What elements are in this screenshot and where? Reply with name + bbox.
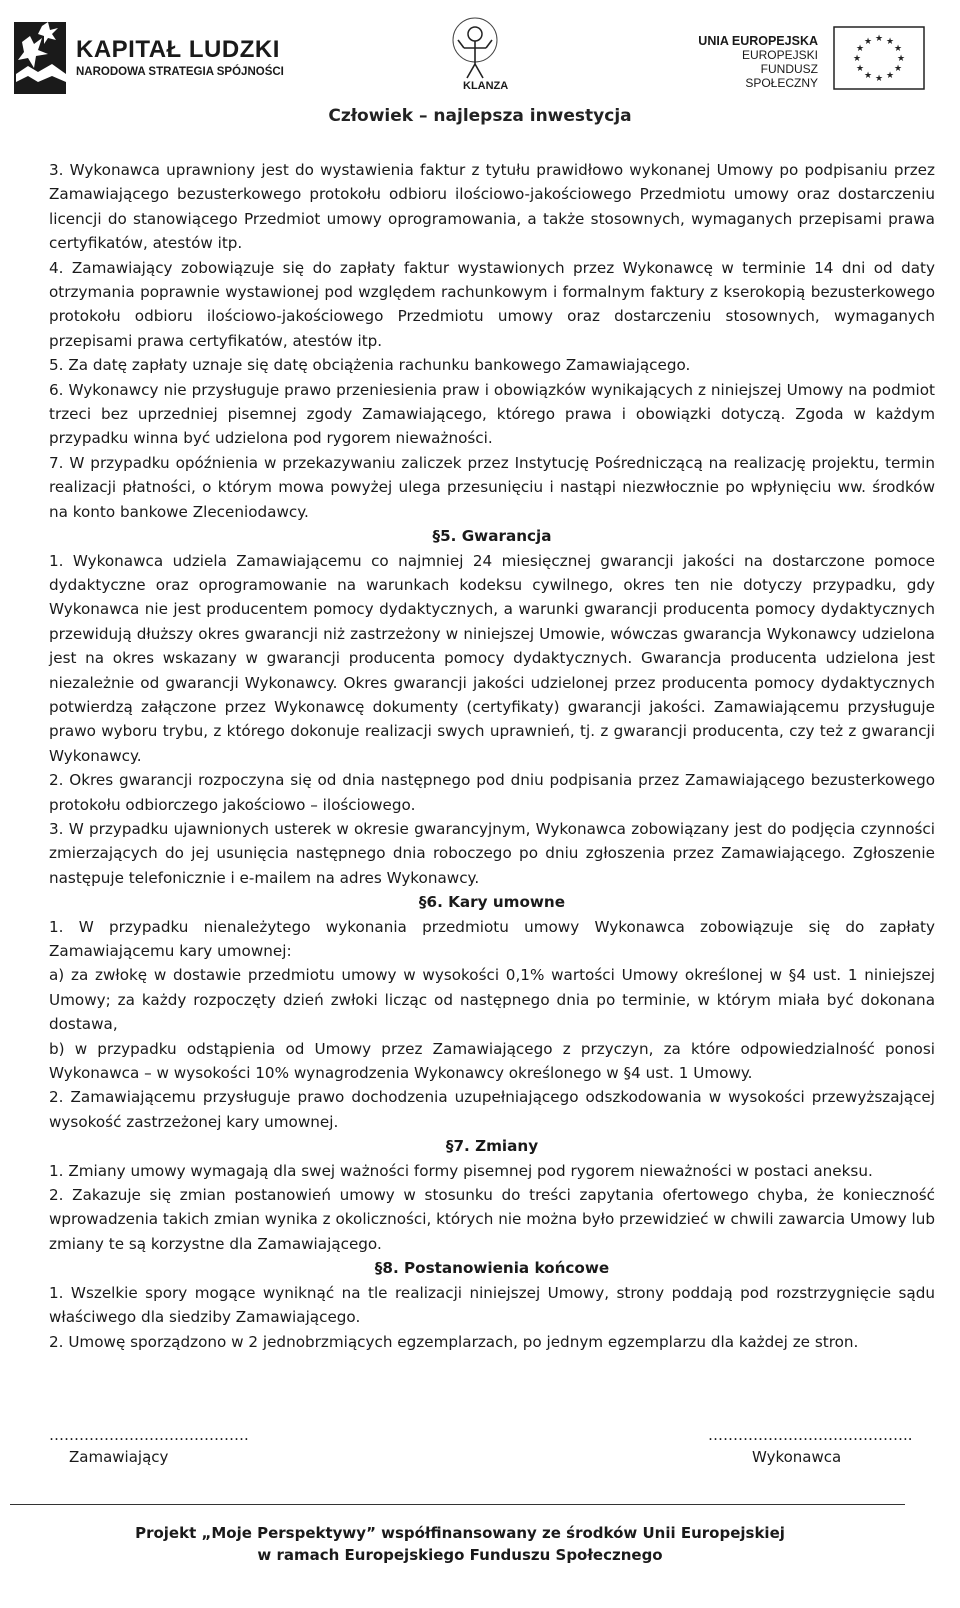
signature-label-left: Zamawiający <box>69 1448 169 1466</box>
payment-paragraph-4: 4. Zamawiający zobowiązuje się do zapłaty faktur wystawionych przez Wykonawcę w terminie 14 dni od daty otrzymania poprawnie wystawionej pod względem rachunkowym i formalnym faktury z kserokopią bezusterkowego protokołu odbioru ilościowo-jakościowego Przedmiotu umowy oraz dostarczeniu stosownych, wymaganych przepisami prawa certyfikatów, atestów itp. <box>49 258 935 350</box>
penalty-paragraph-2: 2. Zamawiającemu przysługuje prawo dochodzenia uzupełniającego odszkodowania w wysokości przewyższającej wysokość zastrzeżonej kary umownej. <box>49 1088 935 1131</box>
signature-label-right: Wykonawca <box>752 1448 842 1466</box>
svg-text:★: ★ <box>893 44 903 54</box>
svg-text:★: ★ <box>893 64 903 74</box>
section-heading-8: §8. Postanowienia końcowe <box>374 1259 610 1278</box>
ue-line1: UNIA EUROPEJSKA <box>698 34 818 48</box>
footer-line2: w ramach Europejskiego Funduszu Społecznego <box>257 1546 663 1564</box>
section-heading-5: §5. Gwarancja <box>432 527 552 546</box>
payment-paragraph-5: 5. Za datę zapłaty uznaje się datę obciążenia rachunku bankowego Zamawiającego. <box>49 356 691 375</box>
payment-paragraph-6: 6. Wykonawcy nie przysługuje prawo przeniesienia praw i obowiązków wynikających z niniejszej Umowy na podmiot trzeci bez uprzedniej pisemnej zgody Zamawiającego, którego prawa i obowiązki dotyczą. Zgoda w każdym przypadku winna być udzielona pod rygorem nieważności. <box>49 380 935 448</box>
document-body <box>49 158 935 1354</box>
final-paragraph-2: 2. Umowę sporządzono w 2 jednobrzmiących egzemplarzach, po jednym egzemplarzu dla każdej ze stron. <box>49 1332 859 1351</box>
warranty-paragraph-2: 2. Okres gwarancji rozpoczyna się od dnia następnego pod dniu podpisania przez Zamawiającego bezusterkowego protokołu odbiorczego jakościowo – ilościowego. <box>49 771 935 814</box>
warranty-paragraph-1: 1. Wykonawca udziela Zamawiającemu co najmniej 24 miesięcznej gwarancji jakości na dostarczone pomoce dydaktyczne oraz oprogramowanie na warunkach kodeksu cywilnego, okres ten nie dotyczy przypadku, gdy Wykonawca nie jest producentem pomocy dydaktycznych, a warunki gwarancji producenta pomocy dydaktycznych przewidują dłuższy okres gwarancji niż zastrzeżony w niniejszej Umowie, wówczas gwarancja Wykonawcy udzielona jest na okres wskazany w gwarancji producenta pomocy dydaktycznych. Gwarancja producenta udzielona jest niezależnie od gwarancji Wykonawcy. Okres gwarancji jakości udzielonej przez producenta pomocy dydaktycznych potwierdzą załączone przez Wykonawcę dokumenty (certyfikaty) gwarancji jakości. Zamawiającemu przysługuje prawo wyboru trybu, z którego dokonuje realizacji swych uprawnień, tj. z gwarancji producenta, czy też z gwarancji Wykonawcy. <box>49 551 935 765</box>
ue-line3: FUNDUSZ SPOŁECZNY <box>745 62 818 90</box>
kl-title: KAPITAŁ LUDZKI <box>76 36 280 63</box>
signature-line-right: ………………………………….. <box>708 1426 913 1444</box>
svg-text:★: ★ <box>863 37 873 47</box>
page-header <box>0 0 960 130</box>
final-paragraph-1: 1. Wszelkie spory mogące wyniknąć na tle realizacji niniejszej Umowy, strony poddają pod rozstrzygnięcie sądu właściwego dla siedziby Zamawiającego. <box>49 1283 935 1327</box>
penalty-paragraph-1: 1. W przypadku nienależytego wykonania przedmiotu umowy Wykonawca zobowiązuje się do zapłaty Zamawiającemu kary umownej: <box>49 917 935 960</box>
signature-line-left: …………………………………. <box>49 1426 249 1444</box>
svg-text:★: ★ <box>874 34 884 44</box>
page-footer <box>0 1522 920 1566</box>
svg-text:★: ★ <box>896 54 906 64</box>
klanza-label: KLANZA <box>463 80 509 92</box>
svg-text:★: ★ <box>855 64 865 74</box>
svg-text:★: ★ <box>852 54 862 64</box>
section-heading-7: §7. Zmiany <box>445 1137 539 1156</box>
svg-text:★: ★ <box>874 74 884 84</box>
svg-text:★: ★ <box>855 44 865 54</box>
footer-divider <box>10 1504 905 1505</box>
changes-paragraph-1: 1. Zmiany umowy wymagają dla swej ważności formy pisemnej pod rygorem nieważności w postaci aneksu. <box>49 1161 873 1180</box>
changes-paragraph-2: 2. Zakazuje się zmian postanowień umowy w stosunku do treści zapytania ofertowego chyba, że konieczność wprowadzenia takich zmian wynika z okoliczności, których nie można było przewidzieć w chwili zawarcia Umowy lub zmiany te są korzystne dla Zamawiającego. <box>49 1186 935 1253</box>
payment-paragraph-3: 3. Wykonawca uprawniony jest do wystawienia faktur z tytułu prawidłowo wykonanej Umowy po podpisaniu przez Zamawiającego bezusterkowego protokołu odbioru ilościowo-jakościowego Przedmiotu umowy oraz dostarczeniu licencji do stanowiącego Przedmiot umowy oprogramowania, a także stosownych, wymaganych przepisami prawa certyfikatów, atestów itp. <box>49 161 935 253</box>
svg-text:★: ★ <box>885 37 895 47</box>
footer-line1: Projekt „Moje Perspektywy” współfinansowany ze środków Unii Europejskiej <box>135 1524 785 1542</box>
svg-text:★: ★ <box>863 71 873 81</box>
payment-paragraph-7: 7. W przypadku opóźnienia w przekazywaniu zaliczek przez Instytucję Pośredniczącą na realizację projektu, termin realizacji płatności, o którym mowa powyżej ulega przesunięciu i nastąpi niezwłocznie po wpłynięciu ww. środków na konto bankowe Zleceniodawcy. <box>49 453 935 521</box>
eu-flag-icon <box>833 26 925 90</box>
ue-label-block <box>688 34 818 90</box>
kl-subtitle: NARODOWA STRATEGIA SPÓJNOŚCI <box>76 66 284 78</box>
header-motto: Człowiek – najlepsza inwestycja <box>328 106 632 126</box>
penalty-paragraph-1a: a) za zwłokę w dostawie przedmiotu umowy w wysokości 0,1% wartości Umowy określonej w §4 ust. 1 niniejszej Umowy; za każdy rozpoczęty dzień zwłoki licząc od następnego dnia po terminie, w którym miała być dokonana dostawa, <box>49 966 935 1034</box>
penalty-paragraph-1b: b) w przypadku odstąpienia od Umowy przez Zamawiającego z przyczyn, za które odpowiedzialność ponosi Wykonawca – w wysokości 10% wynagrodzenia Wykonawcy określonego w §4 ust. 1 Umowy. <box>49 1039 935 1083</box>
ue-line2: EUROPEJSKI <box>741 48 818 62</box>
warranty-paragraph-3: 3. W przypadku ujawnionych usterek w okresie gwarancyjnym, Wykonawca zobowiązany jest do podjęcia czynności zmierzających do jej usunięcia następnego dnia roboczego po dniu zgłoszenia przez Zamawiającego. Zgłoszenie następuje telefonicznie i e-mailem na adres Wykonawcy. <box>49 819 935 887</box>
section-heading-6: §6. Kary umowne <box>418 893 566 912</box>
svg-text:★: ★ <box>885 71 895 81</box>
